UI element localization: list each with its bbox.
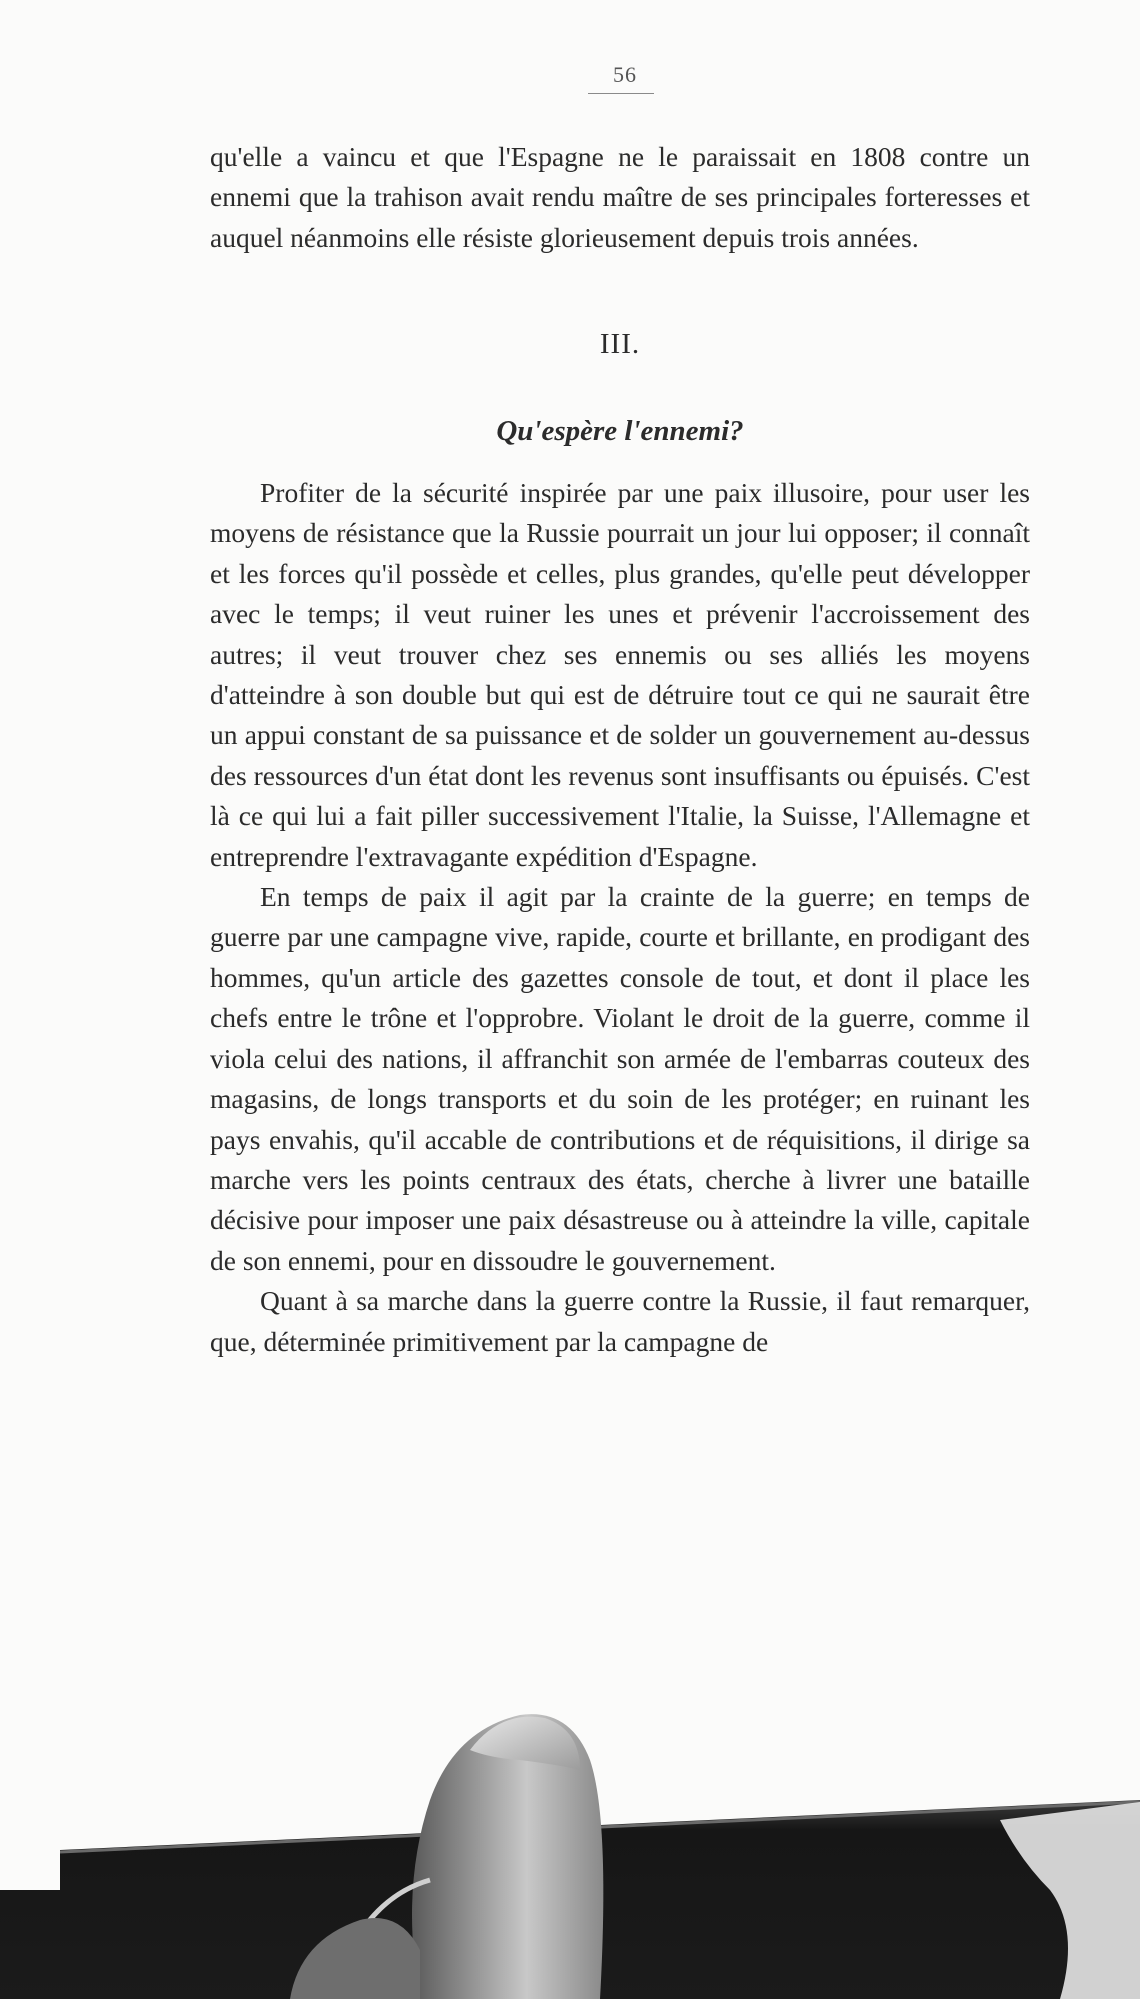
top-paragraph: qu'elle a vaincu et que l'Espagne ne le paraissait en 1808 contre un ennemi que la trahison avait rendu maître de ses principales forteresses et auquel néanmoins elle résiste glorieusement depuis trois années. <box>210 141 1030 253</box>
section-number: III. <box>599 328 641 360</box>
scan-bottom-photo <box>0 1590 1140 1999</box>
top-paragraph-block <box>210 137 1030 258</box>
paragraph-1: Profiter de la sécurité inspirée par une paix illusoire, pour user les moyens de résistance que la Russie pourrait un jour lui opposer; il connaît et les forces qu'il possède et celles, plus grandes, qu'elle peut développer avec le temps; il veut ruiner les unes et prévenir l'accroissement des autres; il veut trouver chez ses ennemis ou ses alliés les moyens d'atteindre à son double but qui est de détruire tout ce qui ne saurait être un appui constant de sa puissance et de solder un gouvernement au-dessus des ressources d'un état dont les revenus sont insuffisants ou épuisés. C'est là ce qui lui a fait piller successivement l'Italie, la Suisse, l'Allemagne et entreprendre l'extravagante expédition d'Espagne. <box>210 477 1030 872</box>
page-number: 56 <box>613 62 637 87</box>
paragraph-2: En temps de paix il agit par la crainte de la guerre; en temps de guerre par une campagne vive, rapide, courte et brillante, en prodigant des hommes, qu'un article des gazettes console de tout, et dont il place les chefs entre le trône et l'opprobre. Violant le droit de la guerre, comme il viola celui des nations, il affranchit son armée de l'embarras couteux des magasins, de longs transports et du soin de les protéger; en ruinant les pays envahis, qu'il accable de contributions et de réquisitions, il dirige sa marche vers les points centraux des états, cherche à livrer une bataille décisive pour imposer une paix désastreuse ou à atteindre la ville, capitale de son ennemi, pour en dissoudre le gouvernement. <box>210 881 1030 1276</box>
main-text-block <box>210 473 1030 1362</box>
section-title: Qu'espère l'ennemi? <box>496 415 744 447</box>
page-number-rule <box>588 93 654 94</box>
thumb-and-bar-image <box>0 1590 1140 1999</box>
paragraph-3: Quant à sa marche dans la guerre contre la Russie, il faut remarquer, que, déterminée primitivement par la campagne de <box>210 1285 1030 1357</box>
